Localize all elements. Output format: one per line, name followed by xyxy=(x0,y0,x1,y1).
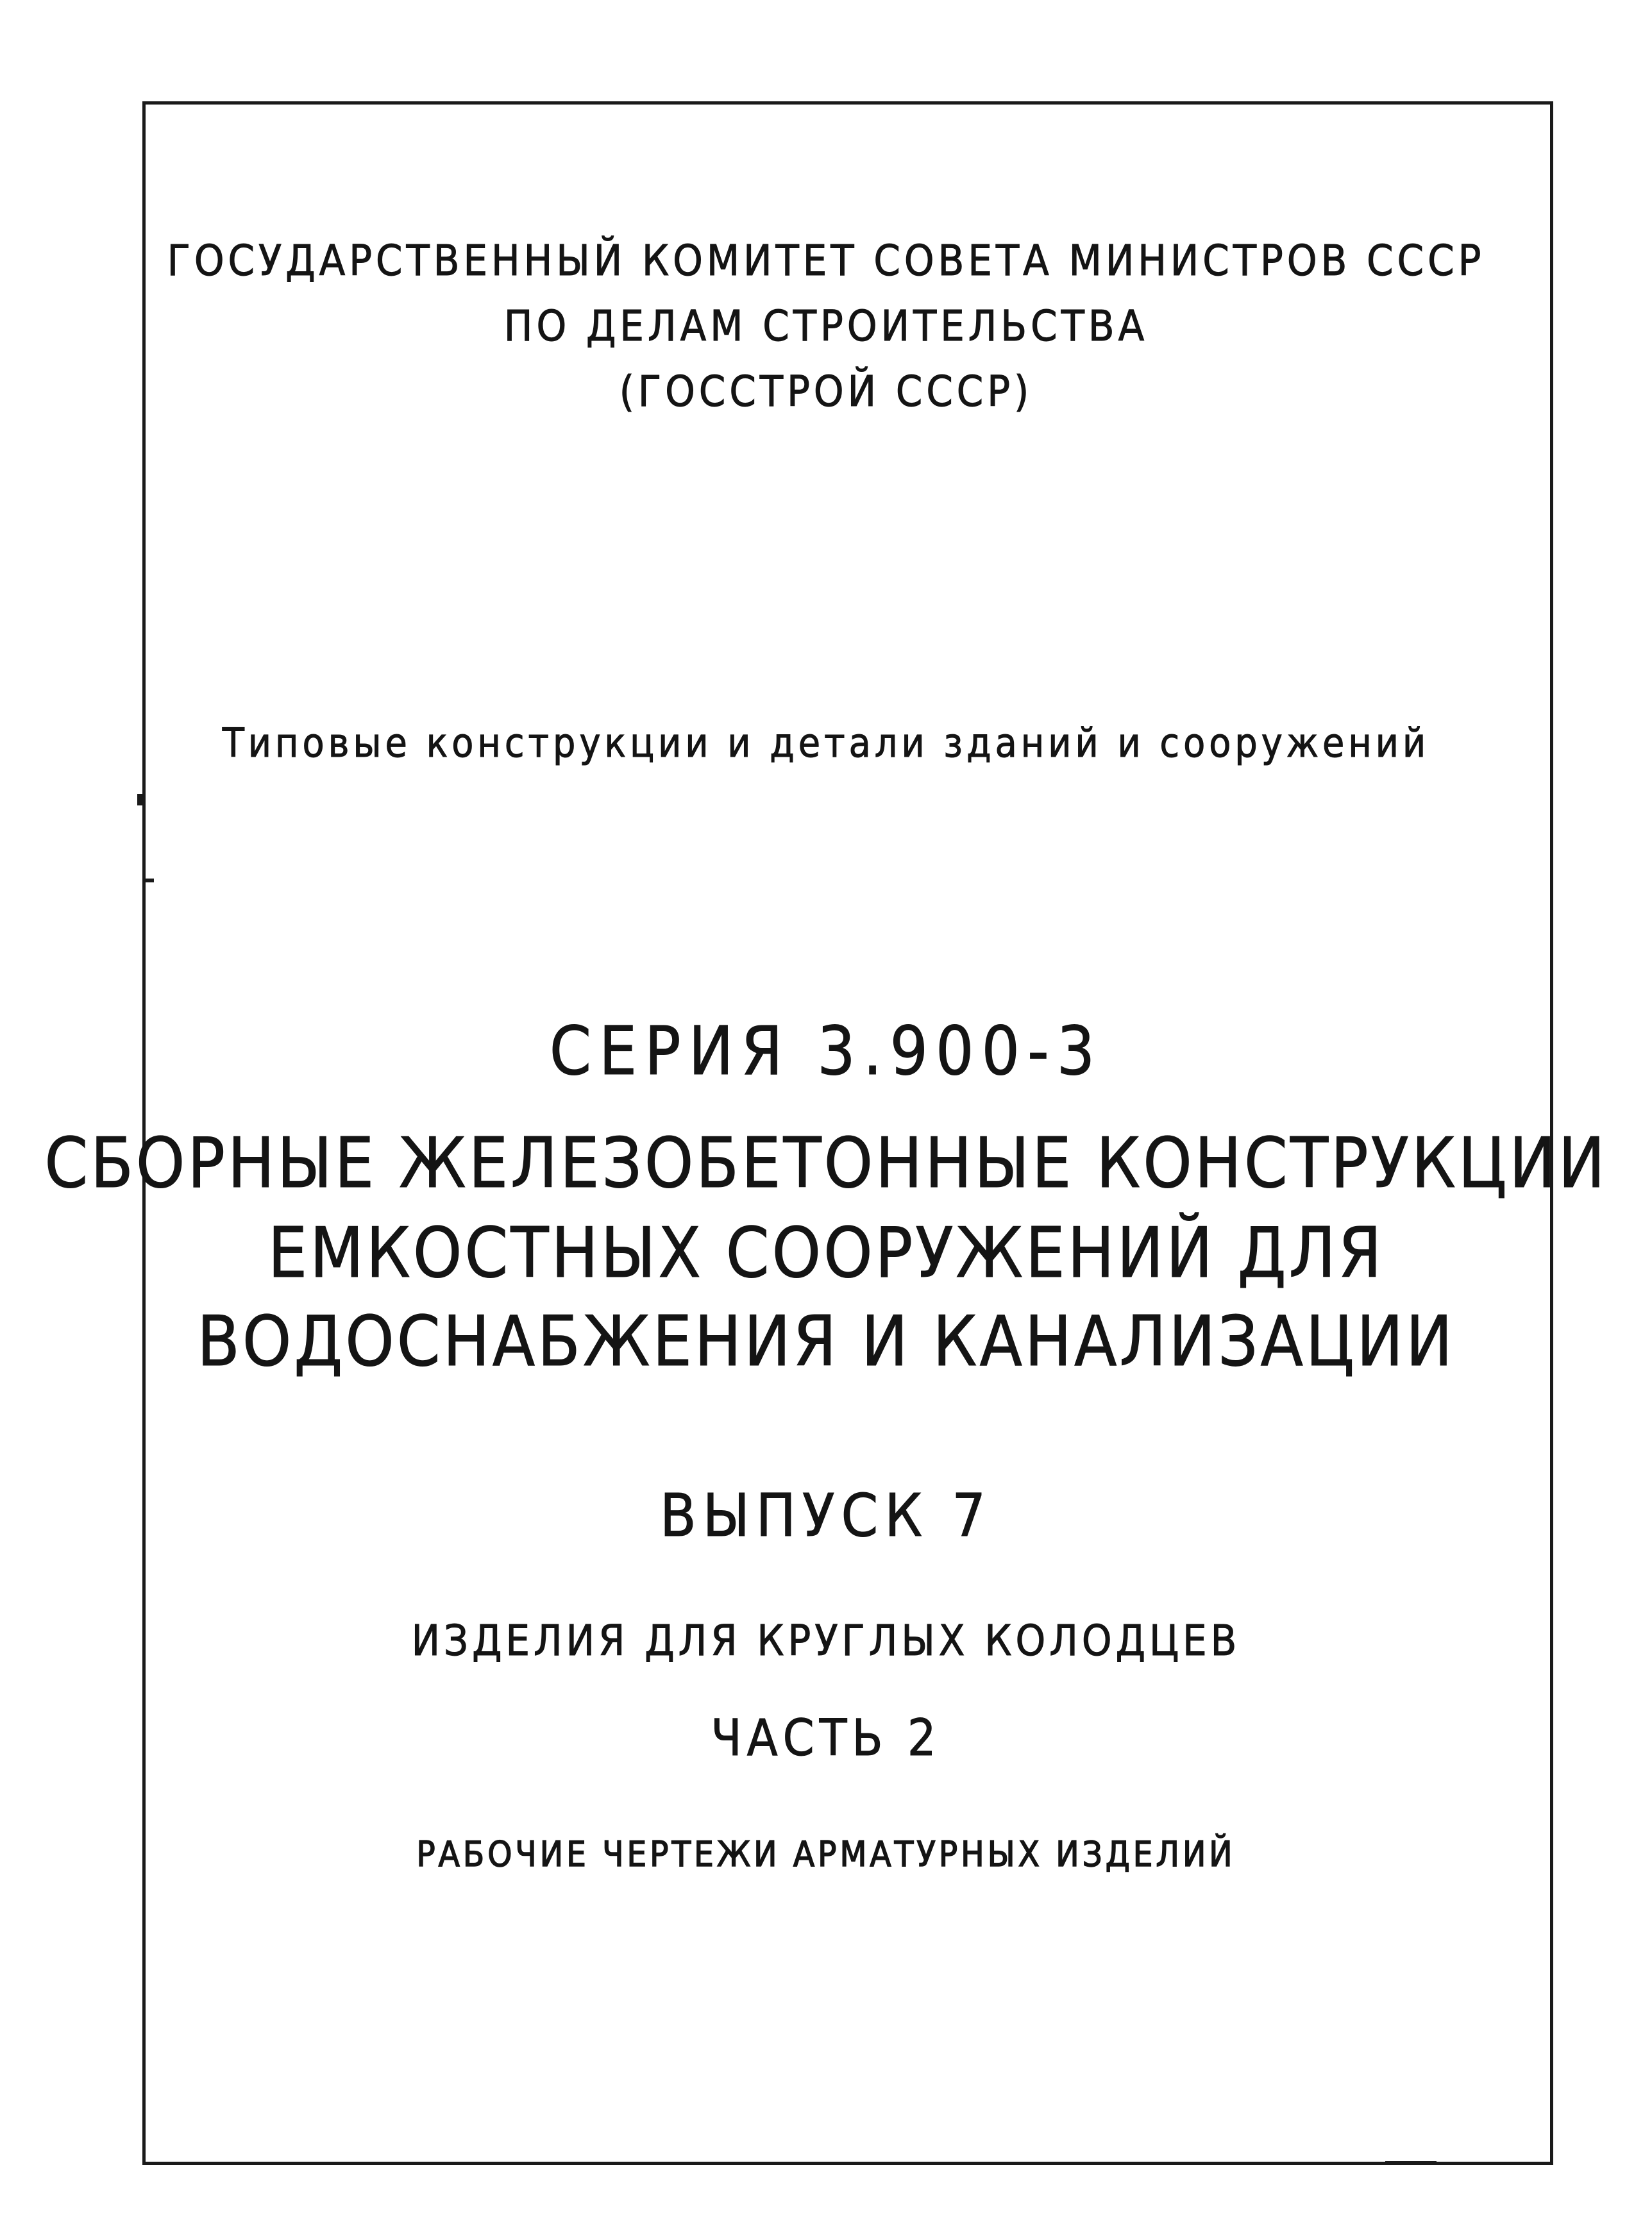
issue-subtitle: ИЗДЕЛИЯ ДЛЯ КРУГЛЫХ КОЛОДЦЕВ xyxy=(411,1616,1241,1665)
authority-line-1: ГОСУДАРСТВЕННЫЙ КОМИТЕТ СОВЕТА МИНИСТРОВ СССР xyxy=(167,236,1485,285)
part-label: ЧАСТЬ 2 xyxy=(711,1710,941,1767)
part-subtitle: РАБОЧИЕ ЧЕРТЕЖИ АРМАТУРНЫХ ИЗДЕЛИЙ xyxy=(416,1834,1236,1874)
series-title-line-1: СБОРНЫЕ ЖЕЛЕЗОБЕТОННЫЕ КОНСТРУКЦИИ xyxy=(44,1123,1608,1204)
scan-mark-left-2 xyxy=(145,879,154,882)
series-title-line-3: ВОДОСНАБЖЕНИЯ И КАНАЛИЗАЦИИ xyxy=(197,1302,1455,1382)
scan-mark-bottom xyxy=(1385,2161,1437,2165)
scan-mark-left xyxy=(137,794,144,805)
authority-line-3: (ГОССТРОЙ СССР) xyxy=(619,367,1033,416)
authority-line-2: ПО ДЕЛАМ СТРОИТЕЛЬСТВА xyxy=(503,301,1149,351)
series-title-line-2: ЕМКОСТНЫХ СООРУЖЕНИЙ ДЛЯ xyxy=(267,1213,1385,1293)
category-line: Типовые конструкции и детали зданий и сооружений xyxy=(222,719,1430,766)
issue-label: ВЫПУСК 7 xyxy=(659,1481,993,1550)
series-label: СЕРИЯ 3.900-3 xyxy=(549,1012,1103,1090)
